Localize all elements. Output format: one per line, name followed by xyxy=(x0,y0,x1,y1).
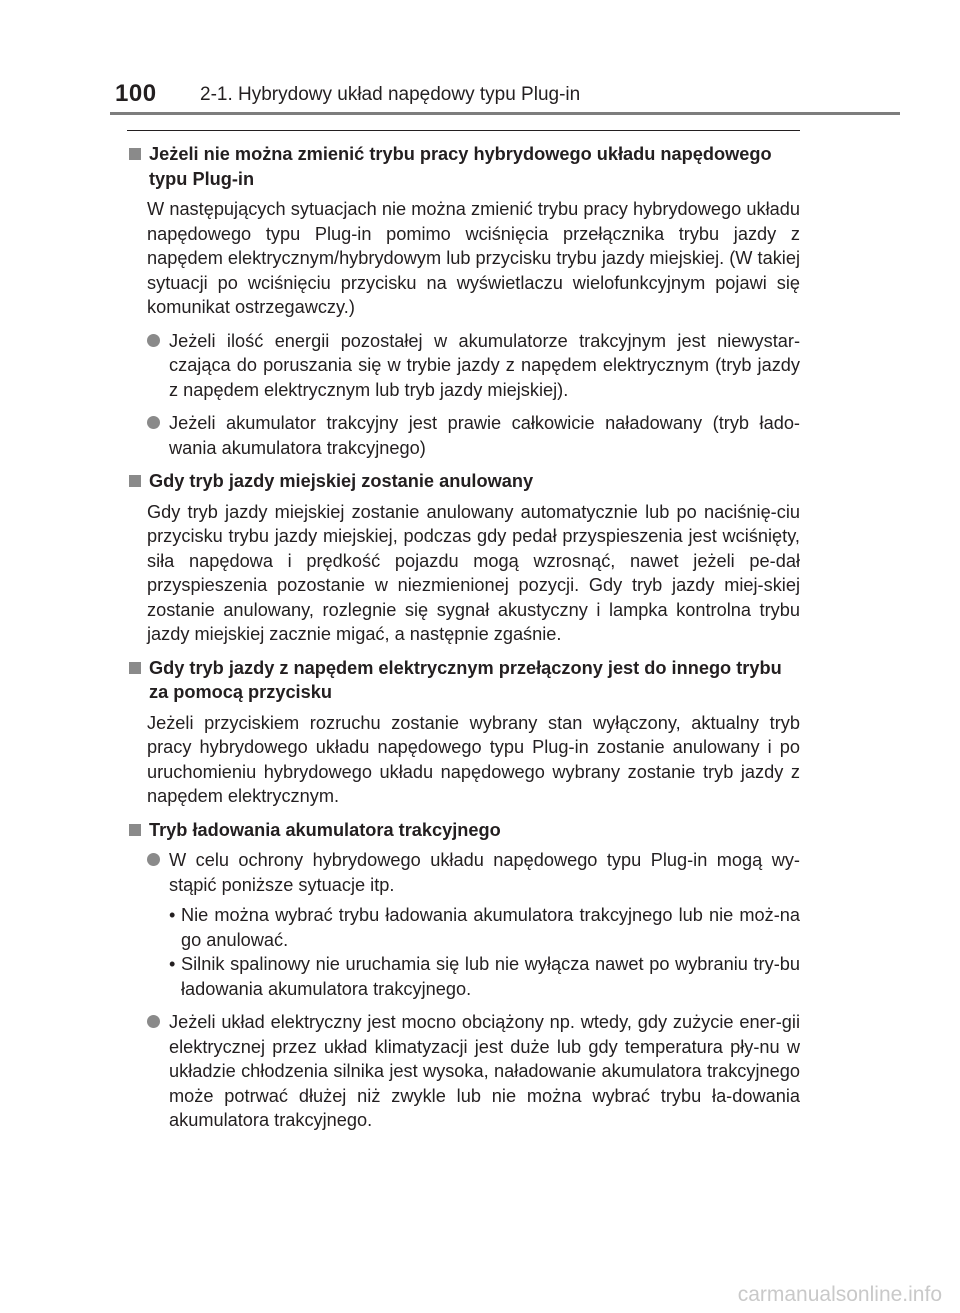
section-heading-text: Gdy tryb jazdy z napędem elektrycznym przełączony jest do innego trybu za pomocą przycisku xyxy=(149,657,782,702)
page-content xyxy=(127,142,800,1142)
paragraph: W następujących sytuacjach nie można zmienić trybu pracy hybrydowego układu napędowego typu Plug-in pomimo wciśnięcia przełącznika trybu jazdy z napędem elektrycznym/hybrydowym lub przycisku trybu jazdy miejskiej. (W takiej sytuacji po wciśnięciu przycisku na wyświetlaczu wielofunkcyjnym pojawi się komunikat ostrzegawczy.) xyxy=(147,199,800,317)
sub-list-marker: • xyxy=(169,905,176,925)
paragraph: Gdy tryb jazdy miejskiej zostanie anulowany automatycznie lub po naciśnię-ciu przycisku trybu jazdy miejskiej, podczas gdy pedał przyspieszenia jest wciśnięty, siła napędowa i prędkość pojazdu mogą wzrosnąć, nawet jeżeli pe-dał przyspieszenia pozostanie w niezmienionej pozycji. Gdy tryb jazdy miej-skiej zostanie anulowany, rozlegnie się sygnał akustyczny i lampka kontrolna trybu jazdy miejskiej zacznie migać, a następnie zgaśnie. xyxy=(147,501,800,644)
square-bullet-icon xyxy=(129,475,141,487)
chapter-title: 2-1. Hybrydowy układ napędowy typu Plug-in xyxy=(200,84,581,105)
content-divider xyxy=(127,130,800,131)
section-heading xyxy=(127,818,800,843)
square-bullet-icon xyxy=(129,148,141,160)
sub-list-item xyxy=(169,952,800,1001)
section-battery-charge-mode xyxy=(127,818,800,1133)
round-bullet-icon xyxy=(147,334,160,347)
watermark: carmanualsonline.info xyxy=(737,1283,942,1306)
list-item-text: Jeżeli układ elektryczny jest mocno obciążony np. wtedy, gdy zużycie ener-gii elektrycznej przez układ klimatyzacji jest duże lub gdy temperatura pły-nu w układzie chłodzenia silnika jest wysoka, naładowanie akumulatora trakcyjnego może potrwać dłużej niż zwykle lub nie można wybrać trybu ła-dowania akumulatora trakcyjnego. xyxy=(169,1012,800,1130)
list-item xyxy=(147,329,800,403)
section-heading-text: Gdy tryb jazdy miejskiej zostanie anulowany xyxy=(149,471,534,491)
round-bullet-icon xyxy=(147,1015,160,1028)
list-item xyxy=(147,1010,800,1133)
section-heading xyxy=(127,656,800,705)
list-item-text: W celu ochrony hybrydowego układu napędowego typu Plug-in mogą wy-stąpić poniższe sytuacje itp. xyxy=(169,850,800,895)
list-item-text: Jeżeli ilość energii pozostałej w akumulatorze trakcyjnym jest niewystar-czająca do poruszania się w trybie jazdy z napędem elektrycznym (tryb jazdy z napędem elektrycznym lub tryb jazdy miejskiej). xyxy=(169,330,800,400)
sub-list-marker: • xyxy=(169,954,176,974)
section-heading xyxy=(127,469,800,494)
round-bullet-icon xyxy=(147,416,160,429)
section-heading-text: Jeżeli nie można zmienić trybu pracy hybrydowego układu napędowego typu Plug-in xyxy=(149,144,772,189)
sub-list-item xyxy=(169,903,800,952)
section-heading xyxy=(127,142,800,191)
list-item xyxy=(147,848,800,897)
section-city-mode-cancel xyxy=(127,469,800,647)
list-item-text: Jeżeli akumulator trakcyjny jest prawie całkowicie naładowany (tryb łado-wania akumulatora trakcyjnego) xyxy=(169,413,800,458)
section-plugin-mode xyxy=(127,142,800,460)
sub-list-text: Silnik spalinowy nie uruchamia się lub nie wyłącza nawet po wybraniu try-bu ładowania akumulatora trakcyjnego. xyxy=(181,954,800,999)
header-divider xyxy=(110,112,900,115)
sub-list-text: Nie można wybrać trybu ładowania akumulatora trakcyjnego lub nie moż-na go anulować. xyxy=(181,905,800,950)
round-bullet-icon xyxy=(147,853,160,866)
paragraph: Jeżeli przyciskiem rozruchu zostanie wybrany stan wyłączony, aktualny tryb pracy hybrydowego układu napędowego typu Plug-in zostanie anulowany i po uruchomieniu hybrydowego układu napędowego wybrany zostanie tryb jazdy z napędem elektrycznym. xyxy=(147,712,800,806)
page-number: 100 xyxy=(115,80,157,107)
section-ev-mode-switch xyxy=(127,656,800,809)
page-header xyxy=(0,0,960,120)
list-item xyxy=(147,411,800,460)
sub-list xyxy=(169,903,800,1001)
square-bullet-icon xyxy=(129,662,141,674)
square-bullet-icon xyxy=(129,824,141,836)
section-heading-text: Tryb ładowania akumulatora trakcyjnego xyxy=(149,819,501,840)
